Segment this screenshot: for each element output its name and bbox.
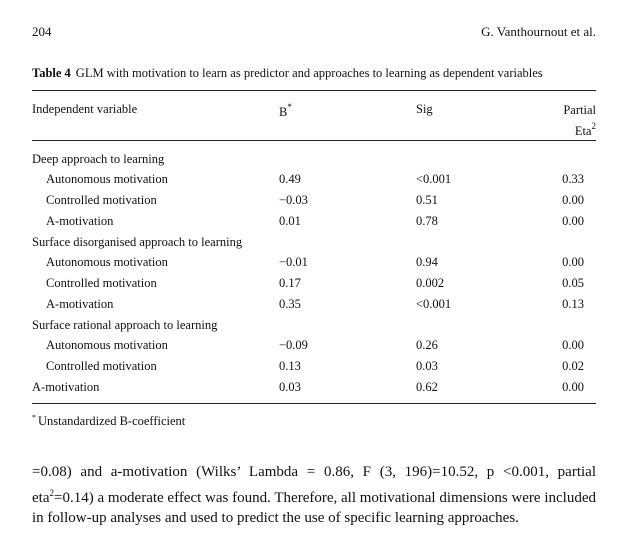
cell-b: 0.49 xyxy=(279,172,301,186)
cell-eta: 0.00 xyxy=(562,338,584,352)
cell-eta: 0.33 xyxy=(562,172,584,186)
column-header-partial-eta xyxy=(563,102,596,139)
column-header-b xyxy=(279,102,292,120)
table-row xyxy=(32,255,596,275)
table-row xyxy=(32,214,596,234)
table-row xyxy=(32,172,596,192)
body-superscript: 2 xyxy=(49,487,54,498)
page-number: 204 xyxy=(32,24,52,39)
running-head-authors: G. Vanthournout et al. xyxy=(481,24,596,39)
table-row xyxy=(32,338,596,358)
column-header-independent-variable: Independent variable xyxy=(32,102,138,116)
row-label: Autonomous motivation xyxy=(46,338,168,352)
table-row xyxy=(32,235,596,255)
cell-eta: 0.13 xyxy=(562,297,584,311)
row-label: Surface disorganised approach to learning xyxy=(32,235,243,249)
row-label: Controlled motivation xyxy=(46,359,157,373)
cell-eta: 0.05 xyxy=(562,276,584,290)
table-caption xyxy=(32,66,543,81)
row-label: Surface rational approach to learning xyxy=(32,318,218,332)
cell-sig: 0.26 xyxy=(416,338,438,352)
partial-eta-superscript: 2 xyxy=(591,121,596,131)
table-label: Table 4 xyxy=(32,66,71,80)
partial-eta-line2: Eta xyxy=(574,124,592,138)
row-label: Autonomous motivation xyxy=(46,255,168,269)
cell-sig: 0.51 xyxy=(416,193,438,207)
cell-b: 0.13 xyxy=(279,359,301,373)
cell-sig: 0.94 xyxy=(416,255,438,269)
row-label: Controlled motivation xyxy=(46,276,157,290)
row-label: Autonomous motivation xyxy=(46,172,168,186)
cell-eta: 0.00 xyxy=(562,214,584,228)
cell-b: 0.01 xyxy=(279,214,301,228)
cell-sig: 0.62 xyxy=(416,380,438,394)
table-title: GLM with motivation to learn as predictor and approaches to learning as dependent variables xyxy=(75,66,543,80)
cell-sig: <0.001 xyxy=(416,297,452,311)
footnote-text: Unstandardized B-coefficient xyxy=(38,414,186,428)
table-row xyxy=(32,380,596,400)
cell-eta: 0.00 xyxy=(562,193,584,207)
running-header xyxy=(32,24,596,44)
table-row xyxy=(32,276,596,296)
table-row xyxy=(32,359,596,379)
cell-b: −0.01 xyxy=(279,255,308,269)
body-text-part2: =0.14) a moderate effect was found. Therefore, all motivational dimensions were included in follow-up analyses and used to predict the use of specific learning approaches. xyxy=(32,489,596,526)
table-row xyxy=(32,193,596,213)
cell-sig: 0.78 xyxy=(416,214,438,228)
row-label: A-motivation xyxy=(32,380,100,394)
cell-sig: 0.03 xyxy=(416,359,438,373)
cell-eta: 0.02 xyxy=(562,359,584,373)
cell-b: −0.03 xyxy=(279,193,308,207)
cell-eta: 0.00 xyxy=(562,255,584,269)
column-header-sig: Sig xyxy=(416,102,433,116)
cell-sig: <0.001 xyxy=(416,172,452,186)
column-header-b-label: B xyxy=(279,105,288,119)
column-header-b-footnote-mark: * xyxy=(287,102,292,112)
table-top-rule xyxy=(32,90,596,91)
cell-b: 0.03 xyxy=(279,380,301,394)
row-label: Deep approach to learning xyxy=(32,152,165,166)
footnote-mark: * xyxy=(32,413,36,422)
body-text-part1: =0.08) and a-motivation (Wilks’ Lambda = 0.86, F (3, 196)=10.52, p <0.001, partial eta xyxy=(32,464,596,506)
table-row xyxy=(32,152,596,172)
row-label: Controlled motivation xyxy=(46,193,157,207)
cell-b: 0.17 xyxy=(279,276,301,290)
row-label: A-motivation xyxy=(46,297,114,311)
cell-sig: 0.002 xyxy=(416,276,445,290)
cell-b: 0.35 xyxy=(279,297,301,311)
cell-eta: 0.00 xyxy=(562,380,584,394)
table-row xyxy=(32,318,596,338)
table-bottom-rule xyxy=(32,403,596,404)
table-row xyxy=(32,297,596,317)
partial-eta-line1: Partial xyxy=(563,103,596,117)
row-label: A-motivation xyxy=(46,214,114,228)
body-paragraph xyxy=(32,462,596,529)
table-footnote xyxy=(32,413,185,429)
cell-b: −0.09 xyxy=(279,338,308,352)
table-header-rule xyxy=(32,140,596,141)
